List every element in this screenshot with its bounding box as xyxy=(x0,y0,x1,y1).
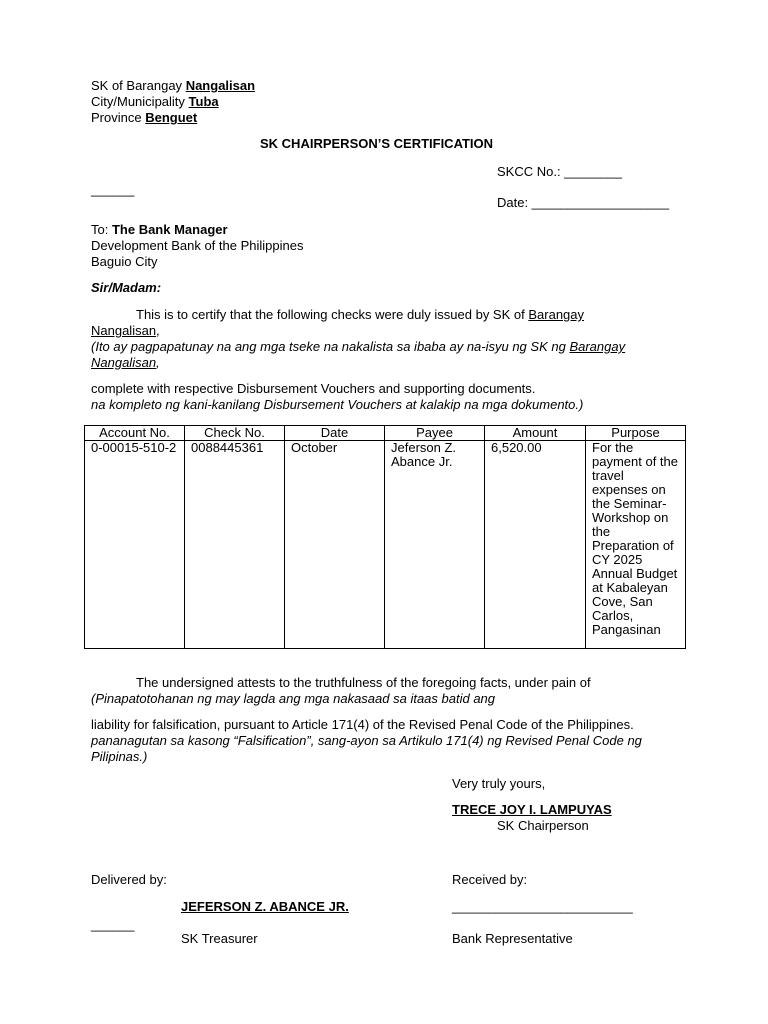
attest-line-2: liability for falsification, pursuant to Article 171(4) of the Revised Penal Code of the Philippines. xyxy=(91,717,634,732)
certify-line-1 xyxy=(136,307,584,323)
certify-translation-name: Nangalisan xyxy=(91,355,157,370)
attest-line-1: The undersigned attests to the truthfulness of the foregoing facts, under pain of xyxy=(136,675,591,690)
barangay-line xyxy=(91,78,255,94)
certify-barangay: Barangay xyxy=(528,307,585,322)
table-header-row xyxy=(85,426,686,441)
closing-phrase: Very truly yours, xyxy=(452,776,546,791)
to-name: The Bank Manager xyxy=(111,222,228,237)
account-number-cell: 0-00015-510-2 xyxy=(85,441,185,649)
complete-translation: na kompleto ng kani-kanilang Disbursement Vouchers at kalakip na mga dokumento.) xyxy=(91,397,584,412)
received-by-label: Received by: xyxy=(452,872,528,887)
bank-name: Development Bank of the Philippines xyxy=(91,238,304,253)
date-cell: October xyxy=(285,441,385,649)
column-header: Payee xyxy=(385,426,485,441)
city-value: Tuba xyxy=(188,94,219,109)
salutation: Sir/Madam: xyxy=(91,280,162,295)
province-label: Province xyxy=(91,110,142,125)
treasurer-title: SK Treasurer xyxy=(181,931,258,946)
barangay-value: Nangalisan xyxy=(185,78,256,93)
certify-translation-text: (Ito ay pagpapatunay na ang mga tseke na nakalista sa ibaba ay na-isyu ng SK ng xyxy=(91,339,566,354)
province-line xyxy=(91,110,197,126)
bank-representative-label: Bank Representative xyxy=(452,931,573,946)
attest-translation-1: (Pinapatotohanan ng may lagda ang mga nakasaad sa itaas batid ang xyxy=(91,691,496,706)
column-header: Amount xyxy=(485,426,586,441)
attest-translation-2a: pananagutan sa kasong “Falsification”, sang-ayon sa Artikulo 171(4) ng Revised Penal Code ng xyxy=(91,733,642,748)
amount-cell: 6,520.00 xyxy=(485,441,586,649)
page-title: SK CHAIRPERSON’S CERTIFICATION xyxy=(260,136,494,151)
chairperson-title: SK Chairperson xyxy=(497,818,589,833)
column-header: Account No. xyxy=(85,426,185,441)
certify-translation-2 xyxy=(91,355,160,371)
bank-city: Baguio City xyxy=(91,254,158,269)
column-header: Check No. xyxy=(185,426,285,441)
date-field: Date: ___________________ xyxy=(497,195,670,210)
table-row xyxy=(85,441,686,649)
attest-translation-2b: Pilipinas.) xyxy=(91,749,148,764)
received-signature-line: _________________________ xyxy=(452,899,633,914)
province-value: Benguet xyxy=(145,110,198,125)
chairperson-name: TRECE JOY I. LAMPUYAS xyxy=(452,802,612,817)
treasurer-name: JEFERSON Z. ABANCE JR. xyxy=(181,899,349,914)
certify-translation-1 xyxy=(91,339,625,355)
certify-translation-comma: , xyxy=(156,355,160,370)
to-line xyxy=(91,222,228,238)
skcc-number-continuation: ______ xyxy=(91,182,135,197)
column-header: Date xyxy=(285,426,385,441)
certify-translation-barangay: Barangay xyxy=(569,339,626,354)
city-label: City/Municipality xyxy=(91,94,185,109)
column-header: Purpose xyxy=(586,426,686,441)
checks-table xyxy=(84,425,686,649)
barangay-label: SK of Barangay xyxy=(91,78,183,93)
delivered-by-label: Delivered by: xyxy=(91,872,167,887)
certify-text: This is to certify that the following checks were duly issued by SK of xyxy=(136,307,525,322)
check-number-cell: 0088445361 xyxy=(185,441,285,649)
delivered-line-continuation: ______ xyxy=(91,917,135,932)
payee-cell: Jeferson Z. Abance Jr. xyxy=(385,441,485,649)
to-label: To: xyxy=(91,222,109,237)
certify-barangay-name: Nangalisan xyxy=(91,323,157,338)
certify-line-2 xyxy=(91,323,160,339)
city-line xyxy=(91,94,219,110)
certify-comma: , xyxy=(156,323,160,338)
skcc-number: SKCC No.: ________ xyxy=(497,164,623,179)
purpose-cell: For the payment of the travel expenses on the Seminar-Workshop on the Preparation of CY 2025 Annual Budget at Kabaleyan Cove, San Carlos, Pangasinan xyxy=(586,441,686,649)
complete-line: complete with respective Disbursement Vouchers and supporting documents. xyxy=(91,381,536,396)
